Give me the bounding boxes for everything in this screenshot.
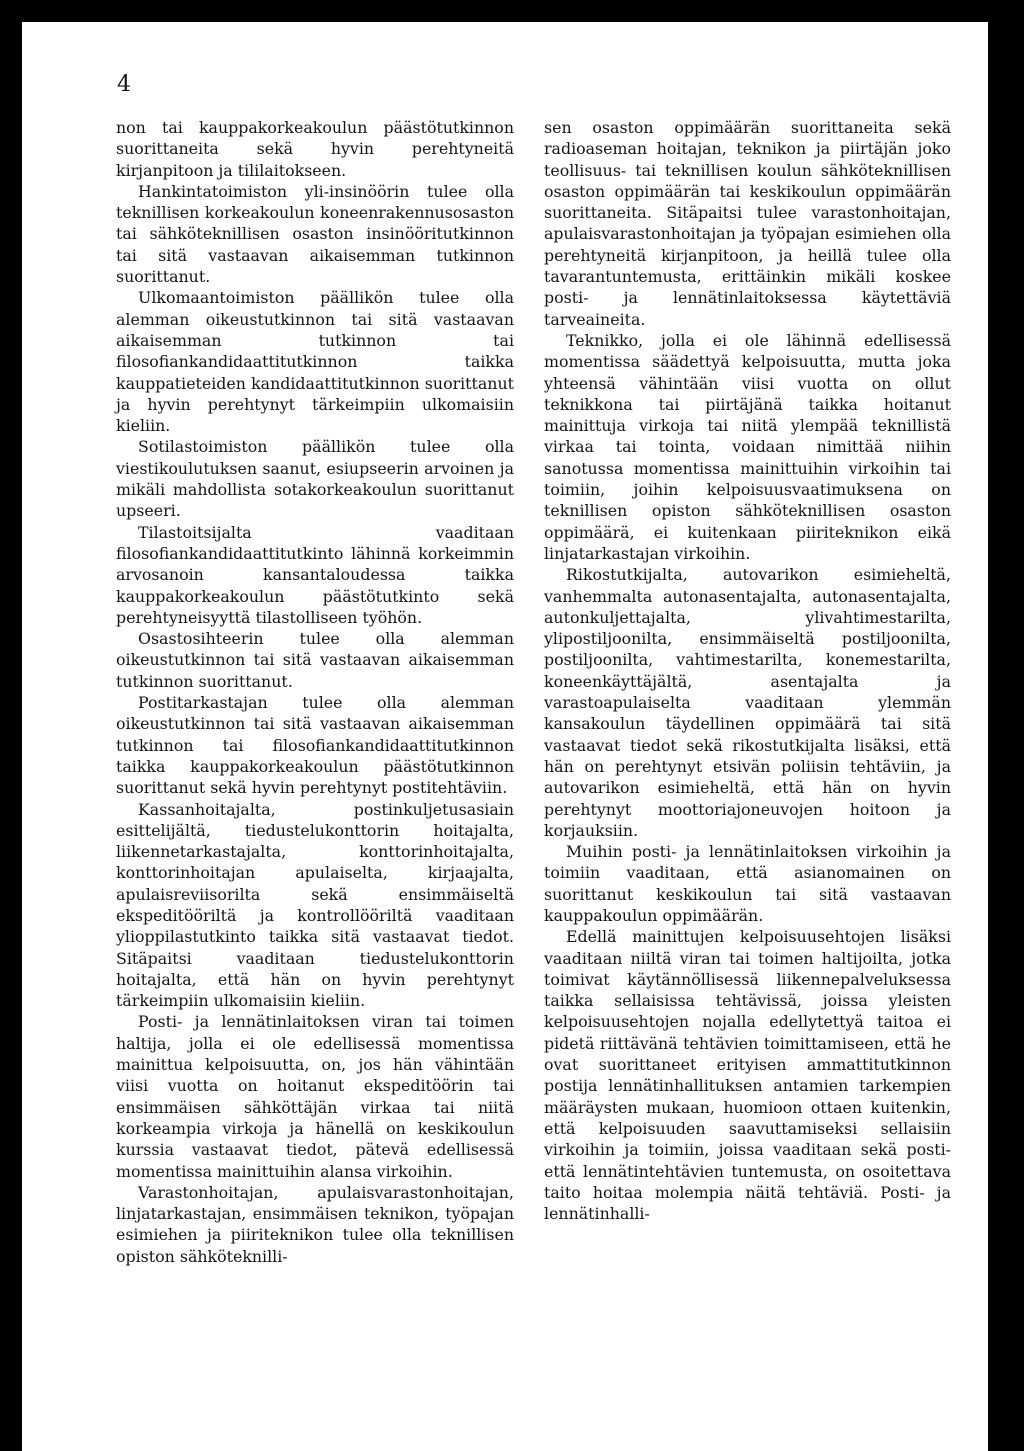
page-number: 4 bbox=[117, 72, 131, 97]
paragraph: sen osaston oppimäärän suorittaneita sekä radioaseman hoitajan, teknikon ja piirtäjän joko teollisuus- tai teknillisen koulun sähköteknillisen osaston oppimäärän tai keskikoulun oppimäärän suorittaneita. Sitäpaitsi tulee varastonhoitajan, apulaisvarastonhoitajan ja työpajan esimiehen olla perehtyneitä kirjanpitoon, ja heillä tulee olla tavarantuntemusta, erittäinkin mikäli koskee posti- ja lennätinlaitoksessa käytettäviä tarveaineita. bbox=[544, 118, 951, 329]
paragraph: Osastosihteerin tulee olla alemman oikeustutkinnon tai sitä vastaavan aikaisemman tutkinnon suorittanut. bbox=[116, 629, 514, 691]
paragraph: Muihin posti- ja lennätinlaitoksen virkoihin ja toimiin vaaditaan, että asianomainen on suorittanut keskikoulun tai sitä vastaavan kauppakoulun oppimäärän. bbox=[544, 842, 951, 925]
paragraph: Tilastoitsijalta vaaditaan filosofiankandidaattitutkinto lähinnä korkeimmin arvosanoin kansantaloudessa taikka kauppakorkeakoulun päästötutkinto sekä perehtyneisyyttä tilastolliseen työhön. bbox=[116, 522, 514, 627]
paragraph: Postitarkastajan tulee olla alemman oikeustutkinnon tai sitä vastaavan aikaisemman tutkinnon tai filosofiankandidaattitutkinnon taikka kauppakorkeakoulun päästötutkinnon suorittanut sekä hyvin perehtynyt postitehtäviin. bbox=[116, 693, 514, 798]
right-column bbox=[544, 117, 951, 1224]
paragraph: Hankintatoimiston yli-insinöörin tulee olla teknillisen korkeakoulun koneenrakennusosaston tai sähköteknillisen osaston insinööritutkinnon tai sitä vastaavan aikaisemman tutkinnon suorittanut. bbox=[116, 181, 514, 287]
paragraph: Varastonhoitajan, apulaisvarastonhoitajan, linjatarkastajan, ensimmäisen teknikon, työpajan esimiehen ja piiriteknikon tulee olla teknillisen opiston sähköteknilli- bbox=[116, 1182, 514, 1266]
paragraph: Kassanhoitajalta, postinkuljetusasiain esittelijältä, tiedustelukonttorin hoitajalta, liikennetarkastajalta, konttorinhoitajalta, konttorinhoitajan apulaiselta, kirjaajalta, apulaisreviisorilta sekä ensimmäiseltä ekspeditööriltä ja kontrollööriltä vaaditaan ylioppilastutkinto taikka sitä vastaavat tiedot. Sitäpaitsi vaaditaan tiedustelukonttorin hoitajalta, että hän on hyvin perehtynyt tärkeimpiin ulkomaisiin kieliin. bbox=[116, 799, 514, 1011]
paragraph: non tai kauppakorkeakoulun päästötutkinnon suorittaneita sekä hyvin perehtyneitä kirjanpitoon ja tililaitokseen. bbox=[116, 118, 514, 180]
paragraph: Sotilastoimiston päällikön tulee olla viestikoulutuksen saanut, esiupseerin arvoinen ja mikäli mahdollista sotakorkeakoulun suorittanut upseeri. bbox=[116, 437, 514, 521]
paragraph: Ulkomaantoimiston päällikön tulee olla alemman oikeustutkinnon tai sitä vastaavan aikaisemman tutkinnon tai filosofiankandidaattitutkinnon taikka kauppatieteiden kandidaattitutkinnon suorittanut ja hyvin perehtynyt tärkeimpiin ulkomaisiin kieliin. bbox=[116, 288, 514, 436]
paragraph: Posti- ja lennätinlaitoksen viran tai toimen haltija, jolla ei ole edellisessä momentissa mainittua kelpoisuutta, on, jos hän vähintään viisi vuotta on hoitanut ekspeditöörin tai ensimmäisen sähköttäjän virkaa tai niitä korkeampia virkoja ja hänellä on keskikoulun kurssia vastaavat tiedot, pätevä edellisessä momentissa mainittuihin alansa virkoihin. bbox=[116, 1012, 514, 1181]
document-page bbox=[22, 22, 988, 1451]
paragraph: Edellä mainittujen kelpoisuusehtojen lisäksi vaaditaan niiltä viran tai toimen haltijoilta, jotka toimivat käytännöllisessä liikennepalveluksessa taikka sellaisissa tehtävissä, joissa yleisten kelpoisuusehtojen nojalla edellytettyä taitoa ei pidetä riittävänä tehtävien toimittamiseen, että he ovat suorittaneet erityisen ammattitutkinnon postija lennätinhallituksen antamien tarkempien määräysten mukaan, huomioon ottaen kuitenkin, että kelpoisuuden saavuttamiseksi sellaisiin virkoihin ja toimiin, joissa vaaditaan sekä posti- että lennätintehtävien tuntemusta, on osoitettava taito hoitaa molempia näitä tehtäviä. Posti- ja lennätinhalli- bbox=[544, 927, 951, 1224]
paragraph: Teknikko, jolla ei ole lähinnä edellisessä momentissa säädettyä kelpoisuutta, mutta joka yhteensä vähintään viisi vuotta on ollut teknikkona tai piirtäjänä taikka hoitanut mainittuja virkoja tai niitä ylempää teknillistä virkaa tai tointa, voidaan nimittää niihin sanotussa momentissa mainittuihin virkoihin tai toimiin, joihin kelpoisuusvaatimuksena on teknillisen opiston sähköteknillisen osaston oppimäärä, ei kuitenkaan piiriteknikon eikä linjatarkastajan virkoihin. bbox=[544, 330, 951, 563]
paragraph: Rikostutkijalta, autovarikon esimieheltä, vanhemmalta autonasentajalta, autonasentajalta, autonkuljettajalta, ylivahtimestarilta, ylipostiljoonilta, ensimmäiseltä postiljoonilta, postiljoonilta, vahtimestarilta, konemestarilta, koneenkäyttäjältä, asentajalta ja varastoapulaiselta vaaditaan ylemmän kansakoulun täydellinen oppimäärä tai sitä vastaavat tiedot sekä rikostutkijalta lisäksi, että hän on perehtynyt etsivän poliisin tehtäviin, ja autovarikon esimieheltä, että hän on hyvin perehtynyt moottoriajoneuvojen hoitoon ja korjauksiin. bbox=[544, 565, 951, 840]
scan-edge-bar bbox=[990, 0, 1024, 1451]
left-column bbox=[116, 117, 514, 1267]
